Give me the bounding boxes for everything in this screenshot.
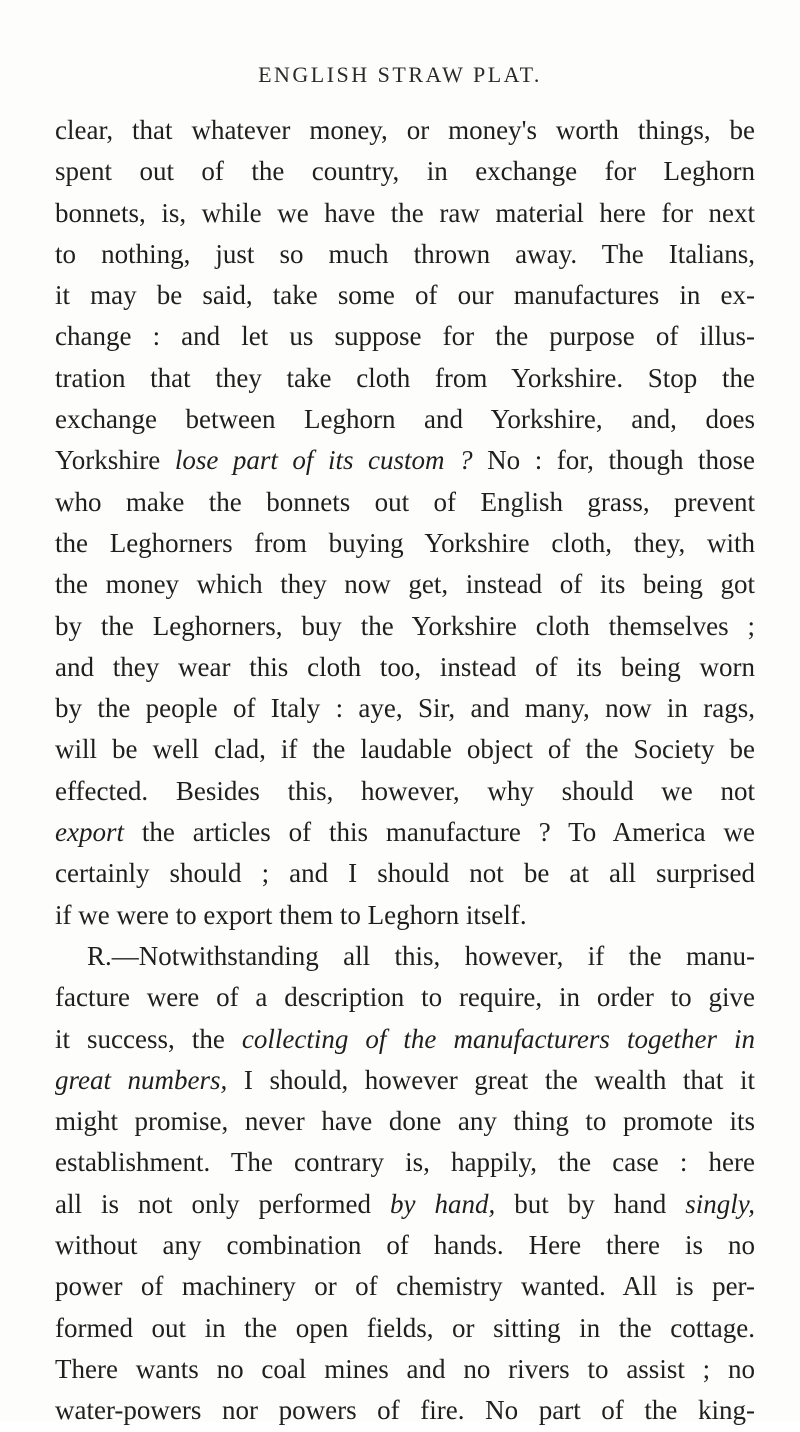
text-line: tration that they take cloth from Yorkshire. Stop the	[55, 362, 755, 393]
text-segment: the articles of this manufacture ? To America we	[123, 817, 755, 848]
text-line: and they wear this cloth too, instead of its being worn	[55, 651, 755, 682]
text-line: if we were to export them to Leghorn itself.	[55, 899, 527, 930]
text-segment: it success, the	[55, 1023, 242, 1054]
text-line	[55, 1184, 755, 1225]
text-line	[55, 1019, 755, 1060]
text-segment: great numbers,	[55, 1064, 228, 1095]
text-line: the Leghorners from buying Yorkshire cloth, they, with	[55, 527, 755, 558]
text-line: There wants no coal mines and no rivers to assist ; no	[55, 1353, 755, 1384]
text-line: R.—Notwithstanding all this, however, if the manu-	[87, 940, 755, 971]
text-line	[55, 1060, 755, 1101]
text-line: bonnets, is, while we have the raw material here for next	[55, 197, 755, 228]
text-segment: I should, however great the wealth that it	[227, 1064, 755, 1095]
text-line: without any combination of hands. Here there is no	[55, 1230, 755, 1261]
text-segment: export	[55, 817, 124, 848]
text-line: exchange between Leghorn and Yorkshire, and, does	[55, 404, 755, 435]
text-line: establishment. The contrary is, happily, the case : here	[55, 1147, 755, 1178]
text-line: by the Leghorners, buy the Yorkshire cloth themselves ;	[55, 610, 755, 641]
text-line: formed out in the open fields, or sitting in the cottage.	[55, 1312, 755, 1343]
text-segment: Yorkshire	[55, 445, 175, 476]
text-line: change : and let us suppose for the purpose of illus-	[55, 321, 755, 352]
text-segment: singly,	[685, 1188, 755, 1219]
text-line: facture were of a description to require, in order to give	[55, 982, 755, 1013]
text-line: the money which they now get, instead of its being got	[55, 569, 755, 600]
text-line: effected. Besides this, however, why should we not	[55, 775, 755, 806]
text-line: clear, that whatever money, or money's worth things, be	[55, 115, 755, 145]
text-segment: but by hand	[495, 1188, 686, 1219]
text-segment: lose part of its custom ?	[174, 445, 473, 476]
text-line: to nothing, just so much thrown away. The Italians,	[55, 238, 755, 269]
running-head: ENGLISH STRAW PLAT.	[258, 62, 542, 87]
text-segment: all is not only performed	[55, 1188, 390, 1219]
text-line: who make the bonnets out of English grass, prevent	[55, 486, 755, 517]
text-line: will be well clad, if the laudable object of the Society be	[55, 734, 755, 765]
text-line	[55, 440, 755, 481]
text-line: by the people of Italy : aye, Sir, and many, now in rags,	[55, 693, 755, 724]
text-line: it may be said, take some of our manufactures in ex-	[55, 280, 755, 311]
text-line: certainly should ; and I should not be at all surprised	[55, 858, 755, 889]
text-segment: collecting of the manufacturers together in	[241, 1023, 755, 1054]
text-line: spent out of the country, in exchange for Leghorn	[55, 156, 755, 187]
text-segment: No : for, though those	[472, 445, 755, 476]
text-line: water-powers nor powers of fire. No part of the king-	[55, 1395, 755, 1426]
text-line: power of machinery or of chemistry wanted. All is per-	[55, 1271, 755, 1302]
text-line: might promise, never have done any thing to promote its	[55, 1106, 755, 1137]
text-line	[55, 812, 755, 853]
text-segment: by hand,	[389, 1188, 496, 1219]
body-text	[55, 110, 755, 1432]
